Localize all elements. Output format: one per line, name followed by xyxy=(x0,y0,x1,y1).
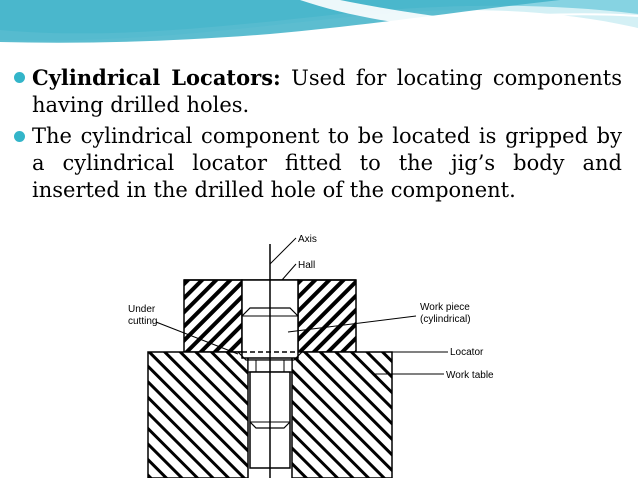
label-under-line1: Under xyxy=(128,304,156,315)
bullet-item-cylindrical-locators xyxy=(14,64,622,119)
label-hall: Hall xyxy=(298,260,316,271)
bullet-dot-icon xyxy=(14,72,25,83)
label-work-piece-line1: Work piece xyxy=(420,302,470,313)
label-work-table: Work table xyxy=(446,370,494,381)
label-under-line2: cutting xyxy=(128,316,158,327)
bullet-text: Used for locating components having drilled holes. xyxy=(32,66,622,117)
locator-diagram xyxy=(128,224,500,478)
bullet-list xyxy=(14,64,622,208)
bullet-item-gripping xyxy=(14,123,622,204)
bullet-dot-icon xyxy=(14,131,25,142)
label-locator: Locator xyxy=(450,347,484,358)
bullet-text: The cylindrical component to be located is gripped by a cylindrical locator fitted to the jig’s body and inserted in the drilled hole of the component. xyxy=(32,124,622,202)
header-wave-decoration xyxy=(0,0,638,72)
bullet-term: Cylindrical Locators: xyxy=(32,65,281,90)
label-work-piece-line2: (cylindrical) xyxy=(420,314,471,325)
label-axis: Axis xyxy=(298,234,317,245)
